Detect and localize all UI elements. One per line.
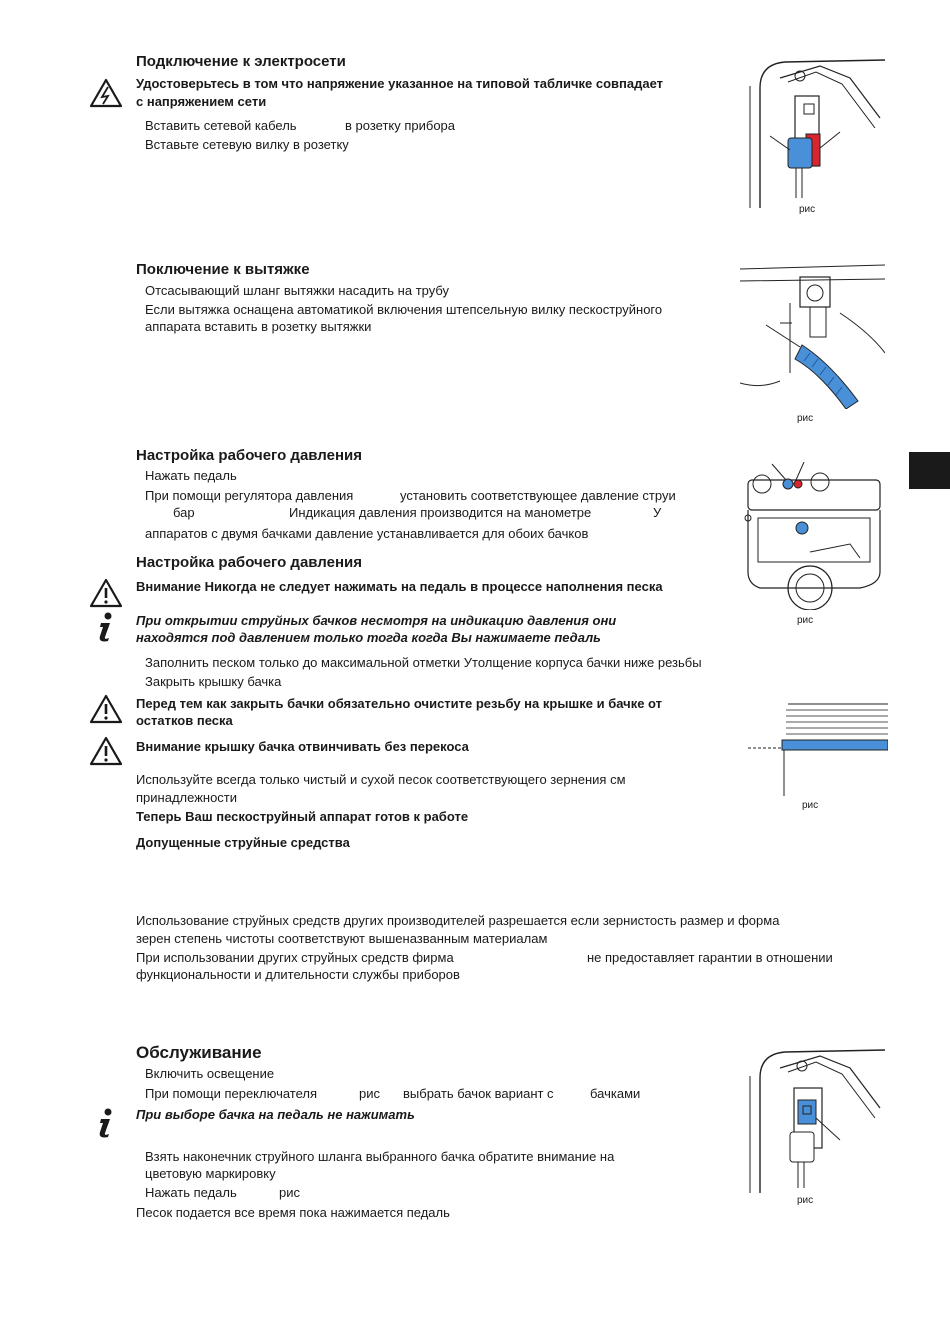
lid-warning: Внимание крышку бачка отвинчивать без перекоса [136,739,469,754]
power-step1-b: в розетку прибора [345,118,456,133]
allowed-media-title: Допущенные струйные средства [136,835,350,850]
media-line4: функциональности и длительности службы приборов [136,967,460,982]
figure-pressure-regulator [740,462,888,610]
figure-caption-exhaust: рис [797,413,814,424]
section-title-pressure-2: Настройка рабочего давления [136,554,363,571]
figure-power-socket [740,58,885,208]
info-icon [94,1108,116,1138]
media-line2: зерен степень чистоты соответствуют вышеназванным материалам [136,931,548,946]
sand-line2: принадлежности [136,790,238,805]
warning-icon [89,736,123,766]
power-warning-line2: с напряжением сети [136,94,267,109]
fill-line2: Закрыть крышку бачка [145,674,282,689]
section-title-operation: Обслуживание [136,1043,262,1062]
warning-icon [89,578,123,608]
ready-line: Теперь Ваш пескоструйный аппарат готов к работе [136,809,469,824]
operation-line5-a: Нажать педаль [145,1185,237,1200]
power-warning-line1: Удостоверьтесь в том что напряжение указанное на типовой табличке совпадает [136,76,664,91]
exhaust-line1: Отсасывающий шланг вытяжки насадить на трубу [145,283,450,298]
operation-info: При выборе бачка на педаль не нажимать [136,1107,415,1122]
operation-line5-b: рис [279,1185,300,1200]
fill-line1: Заполнить песком только до максимальной отметки Утолщение корпуса бачки ниже резьбы [145,655,702,670]
pressure-line3-a: бар [173,505,195,520]
section-title-pressure: Настройка рабочего давления [136,447,363,464]
sand-line1: Используйте всегда только чистый и сухой песок соответствующего зернения см [136,772,626,787]
media-line3-a: При использовании других струйных средств фирма [136,950,454,965]
operation-line2-c: выбрать бачок вариант с [403,1086,554,1101]
pressure-line2-b: установить соответствующее давление струи [400,488,676,503]
warning-icon [89,694,123,724]
figure-exhaust-hose [740,263,885,409]
pressure-line1: Нажать педаль [145,468,237,483]
operation-line2-d: бачками [590,1086,641,1101]
pressure-line3-c: У [653,505,662,520]
operation-line3: Взять наконечник струйного шланга выбранного бачка обратите внимание на [145,1149,615,1164]
fill-warning: Внимание Никогда не следует нажимать на педаль в процессе наполнения песка [136,579,663,594]
figure-caption-pressure: рис [797,615,814,626]
section-title-exhaust: Поключение к вытяжке [136,261,310,278]
section-tab-marker [909,452,950,489]
figure-caption-thread: рис [802,800,819,811]
thread-warning-line1: Перед тем как закрыть бачки обязательно очистите резьбу на крышке и бачке от [136,696,663,711]
operation-line1: Включить освещение [145,1066,275,1081]
figure-tank-thread [748,700,888,800]
pressure-line4: аппаратов с двумя бачками давление устанавливается для обоих бачков [145,526,589,541]
operation-line2-a: При помощи переключателя [145,1086,318,1101]
operation-line2-b: рис [359,1086,380,1101]
operation-line4: цветовую маркировку [145,1166,276,1181]
figure-nozzle-selection [740,1048,885,1193]
media-line3-b: не предоставляет гарантии в отношении [587,950,833,965]
thread-warning-line2: остатков песка [136,713,233,728]
pressure-info-line2: находятся под давлением только тогда когда Вы нажимаете педаль [136,630,601,645]
media-line1: Использование струйных средств других производителей разрешается если зернистость размер и форма [136,913,780,928]
exhaust-line2: Если вытяжка оснащена автоматикой включения штепсельную вилку пескоструйного [145,302,663,317]
exhaust-line3: аппарата вставить в розетку вытяжки [145,319,372,334]
power-step2: Вставьте сетевую вилку в розетку [145,137,349,152]
figure-caption-operation: рис [797,1195,814,1206]
info-icon [94,612,116,642]
pressure-info-line1: При открытии струйных бачков несмотря на индикацию давления они [136,613,617,628]
pressure-line3-b: Индикация давления производится на манометре [289,505,592,520]
section-title-power: Подключение к электросети [136,53,346,70]
power-step1-a: Вставить сетевой кабель [145,118,297,133]
figure-caption-power: рис [799,204,816,215]
warning-electric-icon [89,78,123,108]
pressure-line2-a: При помощи регулятора давления [145,488,354,503]
operation-line6: Песок подается все время пока нажимается педаль [136,1205,450,1220]
